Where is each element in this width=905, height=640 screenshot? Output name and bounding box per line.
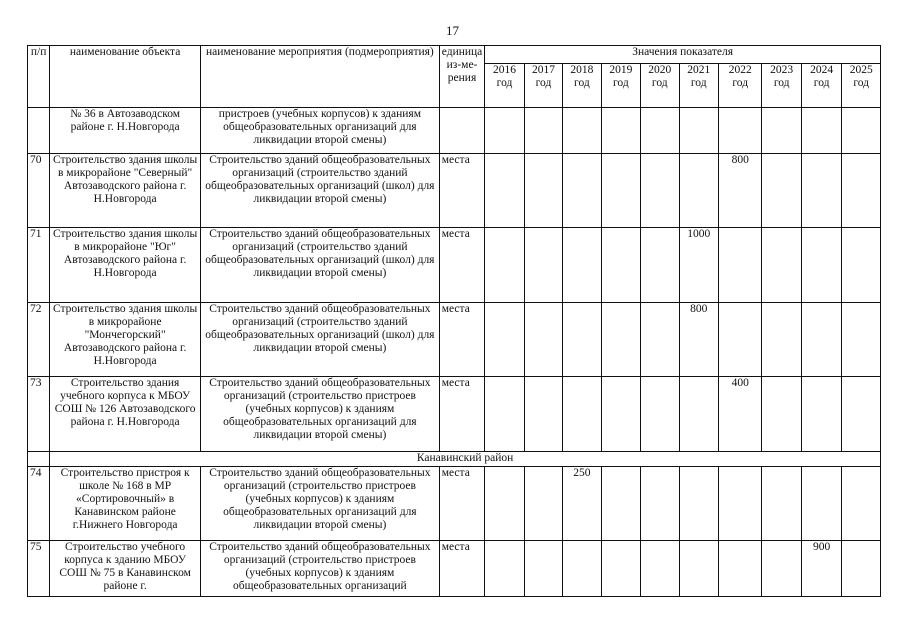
row-number: 70 (28, 154, 50, 228)
header-year-value: 2020 (648, 64, 672, 76)
value-cell-2022 (718, 303, 762, 377)
header-values-title: Значения показателя (485, 46, 881, 64)
value-cell-2025 (842, 228, 881, 303)
row-number: 71 (28, 228, 50, 303)
header-year-value: 2019 (609, 64, 633, 76)
value-cell-2019 (601, 303, 640, 377)
value-cell-2017 (524, 108, 562, 154)
value-cell-2023 (762, 154, 801, 228)
value-cell-2021 (679, 154, 718, 228)
value-cell-2016 (485, 108, 524, 154)
table-row (28, 303, 881, 377)
event-name: Строительство зданий общеобразовательных организаций (строительство пристроев (учебных корпусов) к зданиям общеобразовательных организаций для ликвидации второй смены) (201, 467, 440, 541)
value-cell-2016 (485, 377, 524, 452)
value-cell-2018 (563, 541, 601, 597)
value-cell-2018: 250 (563, 467, 601, 541)
header-year-value: 2018 (570, 64, 594, 76)
header-year-suffix: год (496, 77, 513, 89)
value-cell-2016 (485, 467, 524, 541)
value-cell-2023 (762, 228, 801, 303)
value-cell-2020 (641, 108, 679, 154)
value-cell-2025 (842, 154, 881, 228)
value-cell-2017 (524, 467, 562, 541)
table-row (28, 467, 881, 541)
header-year-suffix: год (690, 77, 707, 89)
value-cell-2020 (641, 467, 679, 541)
value-cell-2020 (641, 303, 679, 377)
value-cell-2021 (679, 541, 718, 597)
header-year-2019 (601, 64, 640, 108)
value-cell-2020 (641, 228, 679, 303)
value-cell-2018 (563, 377, 601, 452)
event-name: Строительство зданий общеобразовательных организаций (строительство зданий общеобразовательных организаций (школ) для ликвидации второй смены) (201, 228, 440, 303)
header-num: п/п (28, 46, 50, 108)
value-cell-2025 (842, 377, 881, 452)
header-year-suffix: год (853, 77, 870, 89)
event-name: Строительство зданий общеобразовательных организаций (строительство пристроев (учебных корпусов) к зданиям общеобразовательных организаций (201, 541, 440, 597)
value-cell-2017 (524, 377, 562, 452)
table-row (28, 541, 881, 597)
table-row (28, 228, 881, 303)
object-name: Строительство здания школы в микрорайоне "Мончегорский" Автозаводского района г. Н.Новгорода (50, 303, 201, 377)
value-cell-2021: 800 (679, 303, 718, 377)
row-number: 72 (28, 303, 50, 377)
unit-cell: места (439, 154, 485, 228)
value-cell-2017 (524, 303, 562, 377)
value-cell-2025 (842, 303, 881, 377)
header-year-suffix: год (773, 77, 790, 89)
row-number: 73 (28, 377, 50, 452)
value-cell-2023 (762, 377, 801, 452)
header-year-2016 (485, 64, 524, 108)
value-cell-2025 (842, 108, 881, 154)
unit-cell: места (439, 377, 485, 452)
value-cell-2024 (801, 228, 841, 303)
header-year-2023 (762, 64, 801, 108)
header-year-suffix: год (732, 77, 749, 89)
header-year-value: 2023 (770, 64, 794, 76)
value-cell-2018 (563, 228, 601, 303)
value-cell-2017 (524, 228, 562, 303)
value-cell-2018 (563, 154, 601, 228)
object-name: Строительство здания школы в микрорайоне "Северный" Автозаводского района г. Н.Новгорода (50, 154, 201, 228)
value-cell-2024 (801, 303, 841, 377)
value-cell-2018 (563, 303, 601, 377)
object-name: Строительство здания школы в микрорайоне "Юг" Автозаводского района г. Н.Новгорода (50, 228, 201, 303)
value-cell-2024 (801, 154, 841, 228)
section-num-cell (28, 452, 50, 467)
header-year-2024 (801, 64, 841, 108)
value-cell-2019 (601, 377, 640, 452)
object-name: Строительство пристроя к школе № 168 в МР «Сортировочный» в Канавинском районе г.Нижнего Новгорода (50, 467, 201, 541)
header-year-suffix: год (813, 77, 830, 89)
header-year-2020 (641, 64, 679, 108)
event-name: Строительство зданий общеобразовательных организаций (строительство пристроев (учебных корпусов) к зданиям общеобразовательных организаций для ликвидации второй смены) (201, 377, 440, 452)
value-cell-2022 (718, 228, 762, 303)
value-cell-2017 (524, 541, 562, 597)
unit-cell: места (439, 467, 485, 541)
value-cell-2020 (641, 377, 679, 452)
value-cell-2016 (485, 228, 524, 303)
header-year-value: 2016 (493, 64, 516, 76)
header-year-value: 2025 (849, 64, 873, 76)
value-cell-2019 (601, 541, 640, 597)
value-cell-2023 (762, 467, 801, 541)
value-cell-2019 (601, 154, 640, 228)
row-number: 75 (28, 541, 50, 597)
value-cell-2025 (842, 541, 881, 597)
object-name: Строительство учебного корпуса к зданию МБОУ СОШ № 75 в Канавинском районе г. (50, 541, 201, 597)
event-name: Строительство зданий общеобразовательных организаций (строительство зданий общеобразовательных организаций (школ) для ликвидации второй смены) (201, 154, 440, 228)
value-cell-2025 (842, 467, 881, 541)
object-name: Строительство здания учебного корпуса к МБОУ СОШ № 126 Автозаводского района г. Н.Новгорода (50, 377, 201, 452)
unit-cell (439, 108, 485, 154)
page-number: 17 (446, 23, 459, 38)
value-cell-2024 (801, 377, 841, 452)
header-event-name: наименование мероприятия (подмероприятия) (201, 46, 440, 108)
unit-cell: места (439, 303, 485, 377)
value-cell-2023 (762, 303, 801, 377)
header-year-value: 2022 (728, 64, 752, 76)
value-cell-2019 (601, 467, 640, 541)
header-year-2017 (524, 64, 562, 108)
value-cell-2022 (718, 108, 762, 154)
header-year-2022 (718, 64, 762, 108)
value-cell-2016 (485, 541, 524, 597)
header-year-2018 (563, 64, 601, 108)
value-cell-2024 (801, 108, 841, 154)
header-year-value: 2017 (531, 64, 555, 76)
value-cell-2021 (679, 377, 718, 452)
unit-cell: места (439, 541, 485, 597)
value-cell-2018 (563, 108, 601, 154)
header-year-suffix: год (612, 77, 629, 89)
value-cell-2022: 400 (718, 377, 762, 452)
event-name: пристроев (учебных корпусов) к зданиям общеобразовательных организаций для ликвидации второй смены) (201, 108, 440, 154)
value-cell-2020 (641, 541, 679, 597)
header-year-suffix: год (651, 77, 668, 89)
value-cell-2023 (762, 108, 801, 154)
table-row (28, 377, 881, 452)
value-cell-2022 (718, 467, 762, 541)
value-cell-2016 (485, 154, 524, 228)
object-name: № 36 в Автозаводском районе г. Н.Новгорода (50, 108, 201, 154)
value-cell-2022: 800 (718, 154, 762, 228)
row-number: 74 (28, 467, 50, 541)
value-cell-2022 (718, 541, 762, 597)
value-cell-2024: 900 (801, 541, 841, 597)
header-unit: единица из-ме-рения (439, 46, 485, 108)
header-year-2025 (842, 64, 881, 108)
value-cell-2019 (601, 108, 640, 154)
value-cell-2024 (801, 467, 841, 541)
value-cell-2016 (485, 303, 524, 377)
event-name: Строительство зданий общеобразовательных организаций (строительство зданий общеобразовательных организаций (школ) для ликвидации второй смены) (201, 303, 440, 377)
value-cell-2017 (524, 154, 562, 228)
unit-cell: места (439, 228, 485, 303)
table-row (28, 108, 881, 154)
value-cell-2020 (641, 154, 679, 228)
indicators-table (27, 45, 881, 597)
value-cell-2021 (679, 467, 718, 541)
header-year-value: 2021 (687, 64, 711, 76)
value-cell-2019 (601, 228, 640, 303)
section-label: Канавинский район (50, 452, 881, 467)
section-row (28, 452, 881, 467)
header-year-suffix: год (535, 77, 552, 89)
row-number (28, 108, 50, 154)
header-year-value: 2024 (810, 64, 834, 76)
value-cell-2021 (679, 108, 718, 154)
header-year-2021 (679, 64, 718, 108)
header-object-name: наименование объекта (50, 46, 201, 108)
header-year-suffix: год (574, 77, 590, 89)
table-row (28, 154, 881, 228)
value-cell-2021: 1000 (679, 228, 718, 303)
value-cell-2023 (762, 541, 801, 597)
